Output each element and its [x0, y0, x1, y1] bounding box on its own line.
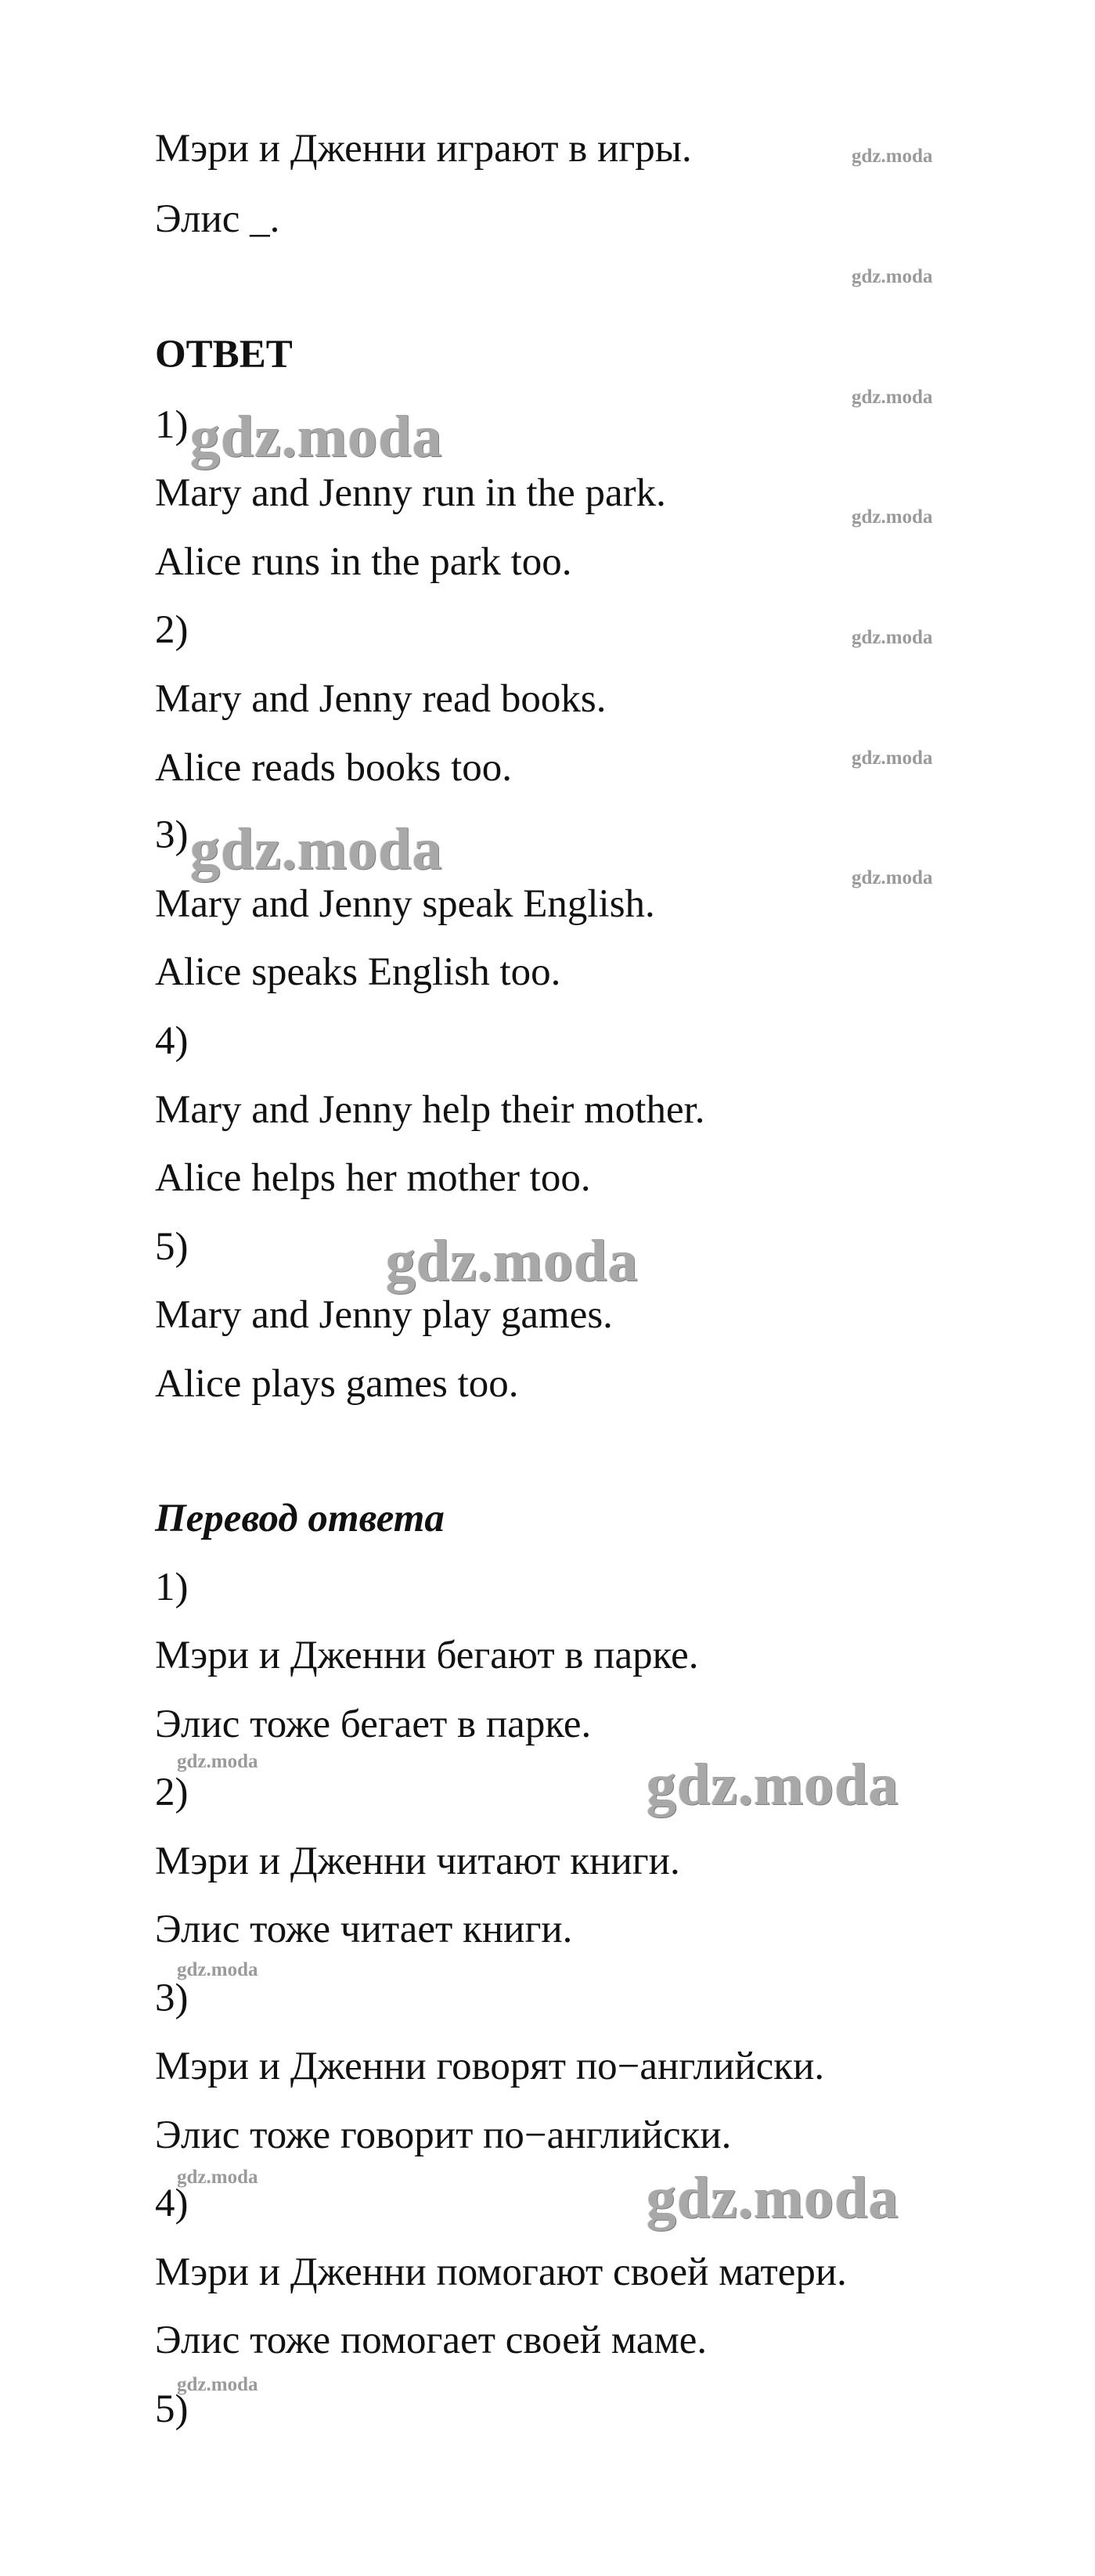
- translation-sentence: Мэри и Дженни читают книги.: [155, 1839, 680, 1883]
- answer-item-number: 2): [155, 608, 189, 652]
- translation-sentence: Элис тоже читает книги.: [155, 1908, 573, 1951]
- watermark-small: gdz.moda: [852, 146, 933, 167]
- watermark-small: gdz.moda: [852, 627, 933, 648]
- answer-sentence: Alice plays games too.: [155, 1362, 519, 1406]
- translation-sentence: Мэри и Дженни говорят по−английски.: [155, 2045, 825, 2088]
- translation-sentence: Мэри и Дженни помогают своей матери.: [155, 2250, 847, 2294]
- watermark-small: gdz.moda: [852, 748, 933, 769]
- answer-sentence: Alice speaks English too.: [155, 950, 561, 994]
- translation-item-number: 3): [155, 1976, 189, 2020]
- watermark-small: gdz.moda: [852, 506, 933, 528]
- answer-sentence: Mary and Jenny run in the park.: [155, 471, 666, 515]
- answer-item-number: 1): [155, 403, 189, 447]
- answer-sentence: Alice reads books too.: [155, 746, 513, 790]
- watermark-large: gdz.moda: [647, 2165, 899, 2231]
- watermark-small: gdz.moda: [177, 1751, 258, 1772]
- translation-heading: Перевод ответа: [155, 1497, 445, 1540]
- watermark-small: gdz.moda: [852, 266, 933, 287]
- translation-sentence: Элис тоже говорит по−английски.: [155, 2113, 732, 2157]
- answer-sentence: Mary and Jenny help their mother.: [155, 1088, 705, 1132]
- watermark-small: gdz.moda: [177, 1959, 258, 1980]
- translation-sentence: Элис тоже бегает в парке.: [155, 1702, 592, 1746]
- translation-sentence: Мэри и Дженни бегают в парке.: [155, 1634, 699, 1677]
- answer-item-number: 3): [155, 813, 189, 857]
- answer-item-number: 4): [155, 1019, 189, 1063]
- translation-item-number: 1): [155, 1565, 189, 1609]
- answer-sentence: Alice helps her mother too.: [155, 1156, 591, 1200]
- translation-item-number: 5): [155, 2387, 189, 2431]
- answer-item-number: 5): [155, 1225, 189, 1269]
- task-sentence: Элис _.: [155, 197, 280, 241]
- watermark-large: gdz.moda: [190, 816, 443, 882]
- watermark-large: gdz.moda: [386, 1228, 639, 1294]
- answer-sentence: Mary and Jenny read books.: [155, 677, 607, 721]
- answer-heading: ОТВЕТ: [155, 333, 293, 376]
- translation-item-number: 2): [155, 1771, 189, 1814]
- task-sentence: Мэри и Дженни играют в игры.: [155, 127, 692, 171]
- watermark-small: gdz.moda: [852, 387, 933, 408]
- watermark-small: gdz.moda: [177, 2374, 258, 2395]
- watermark-large: gdz.moda: [647, 1752, 899, 1818]
- translation-item-number: 4): [155, 2181, 189, 2225]
- watermark-large: gdz.moda: [190, 404, 443, 470]
- answer-sentence: Mary and Jenny speak English.: [155, 882, 655, 926]
- watermark-small: gdz.moda: [852, 867, 933, 888]
- answer-sentence: Mary and Jenny play games.: [155, 1293, 613, 1337]
- watermark-small: gdz.moda: [177, 2167, 258, 2188]
- translation-sentence: Элис тоже помогает своей маме.: [155, 2318, 708, 2362]
- answer-sentence: Alice runs in the park too.: [155, 540, 572, 584]
